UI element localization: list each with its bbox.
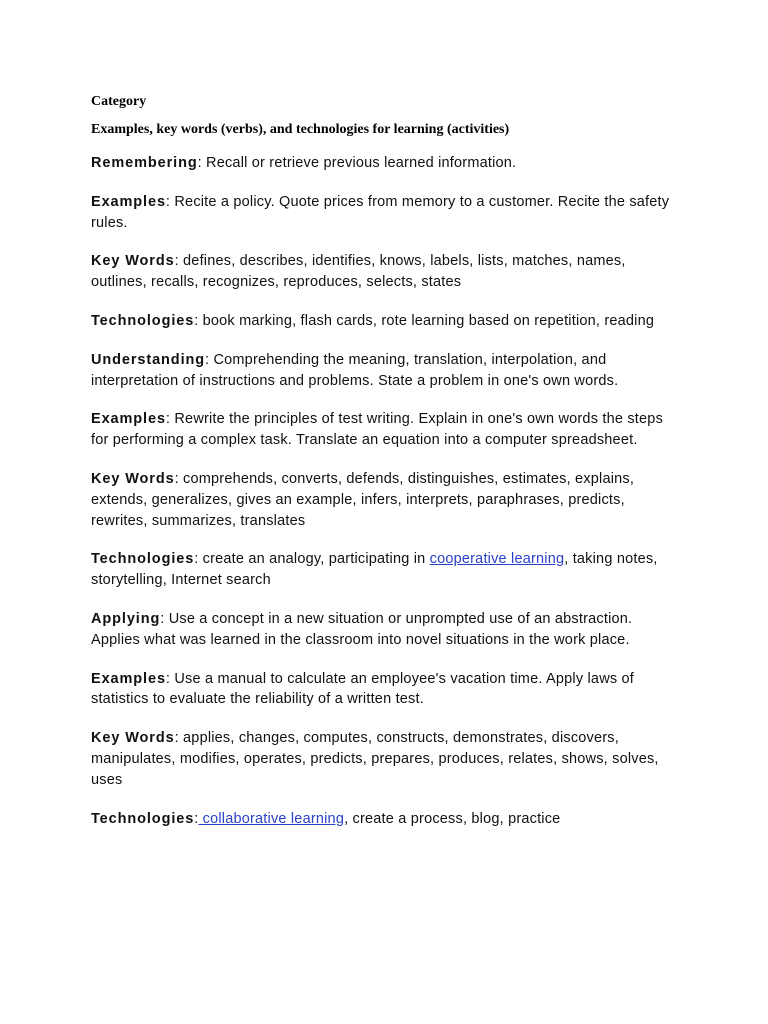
term-label: Understanding xyxy=(91,351,206,368)
applying-definition xyxy=(91,609,683,651)
term-label: Technologies xyxy=(91,551,195,568)
applying-key-words xyxy=(91,728,683,790)
technologies-text: : book marking, flash cards, rote learning based on repetition, reading xyxy=(194,312,655,329)
term-label: Examples xyxy=(91,670,166,687)
understanding-examples xyxy=(91,409,683,451)
term-label: Examples xyxy=(91,411,166,428)
examples-text: : Recite a policy. Quote prices from memory to a customer. Recite the safety rules. xyxy=(91,193,670,231)
technologies-text-after: , taking notes, storytelling, Internet search xyxy=(91,551,658,589)
applying-examples xyxy=(91,669,683,711)
term-label: Remembering xyxy=(91,155,198,171)
remembering-examples xyxy=(91,192,683,234)
applying-technologies xyxy=(91,809,683,830)
term-label: Key Words xyxy=(91,470,175,487)
understanding-key-words xyxy=(91,469,683,531)
collaborative-learning-link[interactable]: collaborative learning xyxy=(198,810,345,827)
remembering-technologies xyxy=(91,311,683,332)
definition-text: : Use a concept in a new situation or unprompted use of an abstraction. Applies what was learned in the classroom into novel situations in the work place. xyxy=(91,610,633,648)
document-subheading: Examples, key words (verbs), and technologies for learning (activities) xyxy=(91,122,510,137)
term-label: Key Words xyxy=(91,253,175,270)
term-label: Technologies xyxy=(91,312,195,329)
term-label: Technologies xyxy=(91,810,195,827)
key-words-text: : defines, describes, identifies, knows, labels, lists, matches, names, outlines, recalls, recognizes, reproduces, selects, states xyxy=(91,253,626,291)
remembering-definition xyxy=(91,153,683,174)
cooperative-learning-link[interactable]: cooperative learning xyxy=(429,551,565,568)
examples-text: : Use a manual to calculate an employee's vacation time. Apply laws of statistics to evaluate the reliability of a written test. xyxy=(91,670,635,708)
understanding-definition xyxy=(91,350,683,392)
technologies-text-after: , create a process, blog, practice xyxy=(344,810,561,827)
key-words-text: : comprehends, converts, defends, distinguishes, estimates, explains, extends, generalizes, gives an example, infers, interprets, paraphrases, predicts, rewrites, summarizes, translates xyxy=(91,470,635,529)
examples-text: : Rewrite the principles of test writing. Explain in one's own words the steps for performing a complex task. Translate an equation into a computer spreadsheet. xyxy=(91,411,664,449)
term-label: Key Words xyxy=(91,730,175,747)
technologies-text-before: : xyxy=(194,810,199,827)
key-words-text: : applies, changes, computes, constructs, demonstrates, discovers, manipulates, modifies, operates, predicts, prepares, produces, relates, shows, solves, uses xyxy=(91,730,659,788)
document-heading: Category xyxy=(91,94,147,109)
document-body xyxy=(91,93,683,847)
term-label: Applying xyxy=(91,610,161,627)
term-label: Examples xyxy=(91,193,166,210)
remembering-key-words xyxy=(91,251,683,293)
understanding-technologies xyxy=(91,549,683,591)
definition-text: : Recall or retrieve previous learned information. xyxy=(197,155,517,171)
technologies-text-before: : create an analogy, participating in xyxy=(194,551,430,568)
definition-text: : Comprehending the meaning, translation, interpolation, and interpretation of instructions and problems. State a problem in one's own words. xyxy=(91,351,619,389)
